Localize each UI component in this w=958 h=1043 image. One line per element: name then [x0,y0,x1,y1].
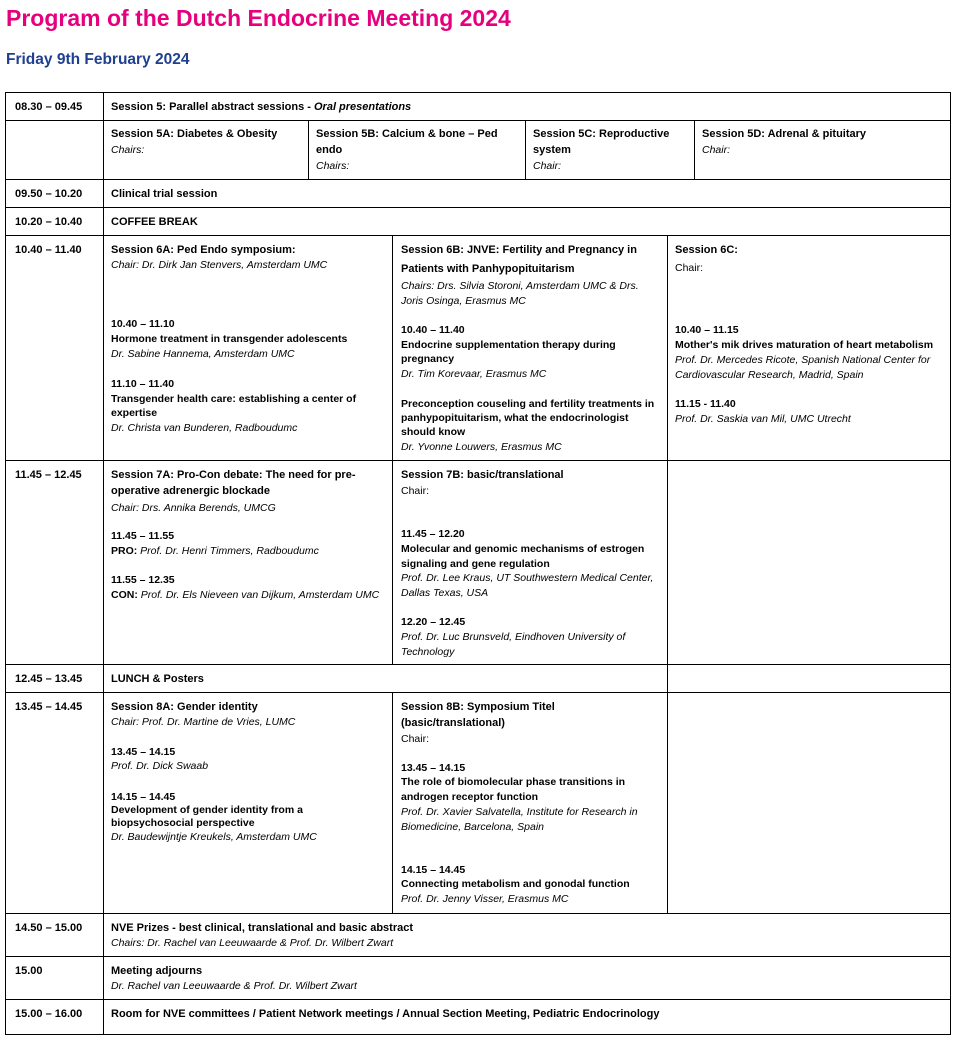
talk-time: 11.45 – 11.55 [111,530,175,542]
talk-time: 10.40 – 11.15 [675,324,739,336]
session-title: Session 5B: Calcium & bone – Ped [316,128,498,140]
talk-title: Preconception couseling and fertility treatments in [401,398,655,410]
talk-time: 12.20 – 12.45 [401,616,466,628]
session-5b-cell [308,120,526,180]
talk-time: 11.55 – 12.35 [111,574,175,586]
time-label: 10.20 – 10.40 [15,216,83,228]
program-table [5,92,951,1035]
chair-label: Chair: Dr. Dirk Jan Stenvers, Amsterdam UMC [111,259,328,271]
session-5a-cell [103,120,309,180]
time-label: 11.45 – 12.45 [15,469,82,481]
session-5d-cell [694,120,951,180]
talk-title: Connecting metabolism and gonodal function [401,878,630,890]
session-title: COFFEE BREAK [111,216,198,228]
chair-label: Chair: Drs. Annika Berends, UMCG [111,502,276,514]
speaker: Prof. Dr. Mercedes Ricote, Spanish National Center for [675,354,931,366]
speaker: Dr. Yvonne Louwers, Erasmus MC [401,441,562,453]
speaker: Prof. Dr. Xavier Salvatella, Institute for Research in [401,806,638,818]
lunch-empty-cell [667,664,951,693]
nve-prizes-cell [103,913,951,957]
clinical-trial-cell [103,179,951,208]
chair-label: Chair: [702,144,731,156]
session-title: NVE Prizes - best clinical, translational and basic abstract [111,922,413,934]
session-title: Session 7B: basic/translational [401,469,564,481]
talk-title: Endocrine supplementation therapy during [401,339,616,351]
talk-title-cont: should know [401,426,466,438]
time-cell-1145 [5,460,104,665]
pro-speaker: PRO: Prof. Dr. Henri Timmers, Radboudumc [111,545,319,557]
time-label: 14.50 – 15.00 [15,922,83,934]
talk-title: The role of biomolecular phase transitions in [401,776,626,788]
talk-time: 13.45 – 14.15 [401,762,466,774]
time-cell-0950 [5,179,104,208]
page-date: Friday 9th February 2024 [6,51,190,68]
talk-title-cont: pregnancy [401,353,455,365]
chair-label-cont: Joris Osinga, Erasmus MC [401,295,526,307]
session-7a-cell [103,460,393,665]
session-8b-cell [392,692,668,914]
talk-time: 14.15 – 14.45 [401,864,466,876]
time-label: 13.45 – 14.45 [15,701,83,713]
time-label: 08.30 – 09.45 [15,101,83,113]
speaker: Dr. Sabine Hannema, Amsterdam UMC [111,348,295,360]
chair-label: Chair: Prof. Dr. Martine de Vries, LUMC [111,716,296,728]
chair-label: Chairs: Drs. Silvia Storoni, Amsterdam UMC & Drs. [401,280,639,292]
time-cell-1500 [5,956,104,1000]
time-cell-1345 [5,692,104,914]
session-title-cont: operative adrenergic blockade [111,485,270,497]
chair-label: Chair: [533,160,562,172]
session-7b-cell [392,460,668,665]
session-title: Meeting adjourns [111,965,203,977]
speaker: Dr. Tim Korevaar, Erasmus MC [401,368,547,380]
chair-label: Dr. Rachel van Leeuwaarde & Prof. Dr. Wilbert Zwart [111,980,357,992]
talk-time: 13.45 – 14.15 [111,746,176,758]
chair-label: Chair: [675,262,704,274]
time-label: 09.50 – 10.20 [15,188,83,200]
adjourn-cell [103,956,951,1000]
time-cell-1040 [5,235,104,461]
session-title-cont: (basic/translational) [401,717,505,729]
speaker: Prof. Dr. Lee Kraus, UT Southwestern Medical Center, [401,572,654,584]
con-speaker: CON: Prof. Dr. Els Nieveen van Dijkum, Amsterdam UMC [111,589,380,601]
talk-title-cont: androgen receptor function [401,791,539,803]
speaker-cont: Technology [401,646,455,658]
session-title: Session 8A: Gender identity [111,701,258,713]
talk-title: Hormone treatment in transgender adolescents [111,333,348,345]
lunch-cell [103,664,668,693]
talk-title: Molecular and genomic mechanisms of estrogen [401,543,645,555]
chair-label: Chair: [401,485,430,497]
session-title-cont: system [533,144,571,156]
page-title: Program of the Dutch Endocrine Meeting 2024 [6,5,511,31]
session-title: Clinical trial session [111,188,218,200]
chair-label: Chairs: [111,144,145,156]
speaker: Prof. Dr. Dick Swaab [111,760,209,772]
talk-title: Development of gender identity from a [111,804,303,816]
speaker-cont: Dallas Texas, USA [401,587,489,599]
session-6b-cell [392,235,668,461]
time-cell-1450 [5,913,104,957]
time-label: 10.40 – 11.40 [15,244,82,256]
session-title: Session 8B: Symposium Titel [401,701,555,713]
talk-title: Transgender health care: establishing a center of [111,393,357,405]
talk-title-cont: signaling and gene regulation [401,558,550,570]
session-title: Session 6C: [675,244,738,256]
session-8a-cell [103,692,393,914]
speaker-cont: Cardiovascular Research, Madrid, Spain [675,369,864,381]
time-cell-empty [5,120,104,180]
talk-title-cont: biopsychosocial perspective [111,817,255,829]
speaker-cont: Biomedicine, Barcelona, Spain [401,821,545,833]
speaker: Prof. Dr. Saskia van Mil, UMC Utrecht [675,413,851,425]
talk-time: 10.40 – 11.40 [401,324,465,336]
talk-title-cont: expertise [111,407,158,419]
speaker: Prof. Dr. Jenny Visser, Erasmus MC [401,893,569,905]
time-cell-1500-1600 [5,999,104,1035]
session-title: Room for NVE committees / Patient Network meetings / Annual Section Meeting, Pediatric Endocrinology [111,1008,660,1020]
coffee-break-cell [103,207,951,236]
time-label: 15.00 – 16.00 [15,1008,83,1020]
speaker: Prof. Dr. Luc Brunsveld, Eindhoven University of [401,631,626,643]
session-7c-empty-cell [667,460,951,665]
talk-time: 10.40 – 11.10 [111,318,175,330]
talk-time: 11.10 – 11.40 [111,378,175,390]
session-title-cont: Patients with Panhypopituitarism [401,263,575,275]
talk-time: 14.15 – 14.45 [111,791,176,803]
session-5c-cell [525,120,695,180]
session-5-cell [103,92,951,121]
session-title: Session 7A: Pro-Con debate: The need for pre- [111,469,356,481]
speaker: Dr. Baudewijntje Kreukels, Amsterdam UMC [111,831,317,843]
session-title: Session 6B: JNVE: Fertility and Pregnancy in [401,244,637,256]
session-title: Session 5A: Diabetes & Obesity [111,128,278,140]
session-6c-cell [667,235,951,461]
session-8c-empty-cell [667,692,951,914]
chair-label: Chairs: Dr. Rachel van Leeuwaarde & Prof. Dr. Wilbert Zwart [111,937,394,949]
talk-time: 11.15 - 11.40 [675,398,736,410]
talk-title: Mother's mik drives maturation of heart metabolism [675,339,934,351]
session-title: Session 5D: Adrenal & pituitary [702,128,867,140]
time-cell-0830 [5,92,104,121]
session-5-title: Session 5: Parallel abstract sessions - Oral presentations [111,101,412,113]
talk-time: 11.45 – 12.20 [401,528,465,540]
time-cell-1020 [5,207,104,236]
time-label: 15.00 [15,965,43,977]
session-title: Session 5C: Reproductive [533,128,670,140]
chair-label: Chair: [401,733,430,745]
committees-cell [103,999,951,1035]
session-title-cont: endo [316,144,343,156]
time-cell-1245 [5,664,104,693]
talk-title-cont: panhypopituitarism, what the endocrinologist [401,412,629,424]
session-title: LUNCH & Posters [111,673,204,685]
chair-label: Chairs: [316,160,350,172]
time-label: 12.45 – 13.45 [15,673,83,685]
session-title: Session 6A: Ped Endo symposium: [111,244,296,256]
speaker: Dr. Christa van Bunderen, Radboudumc [111,422,298,434]
session-6a-cell [103,235,393,461]
